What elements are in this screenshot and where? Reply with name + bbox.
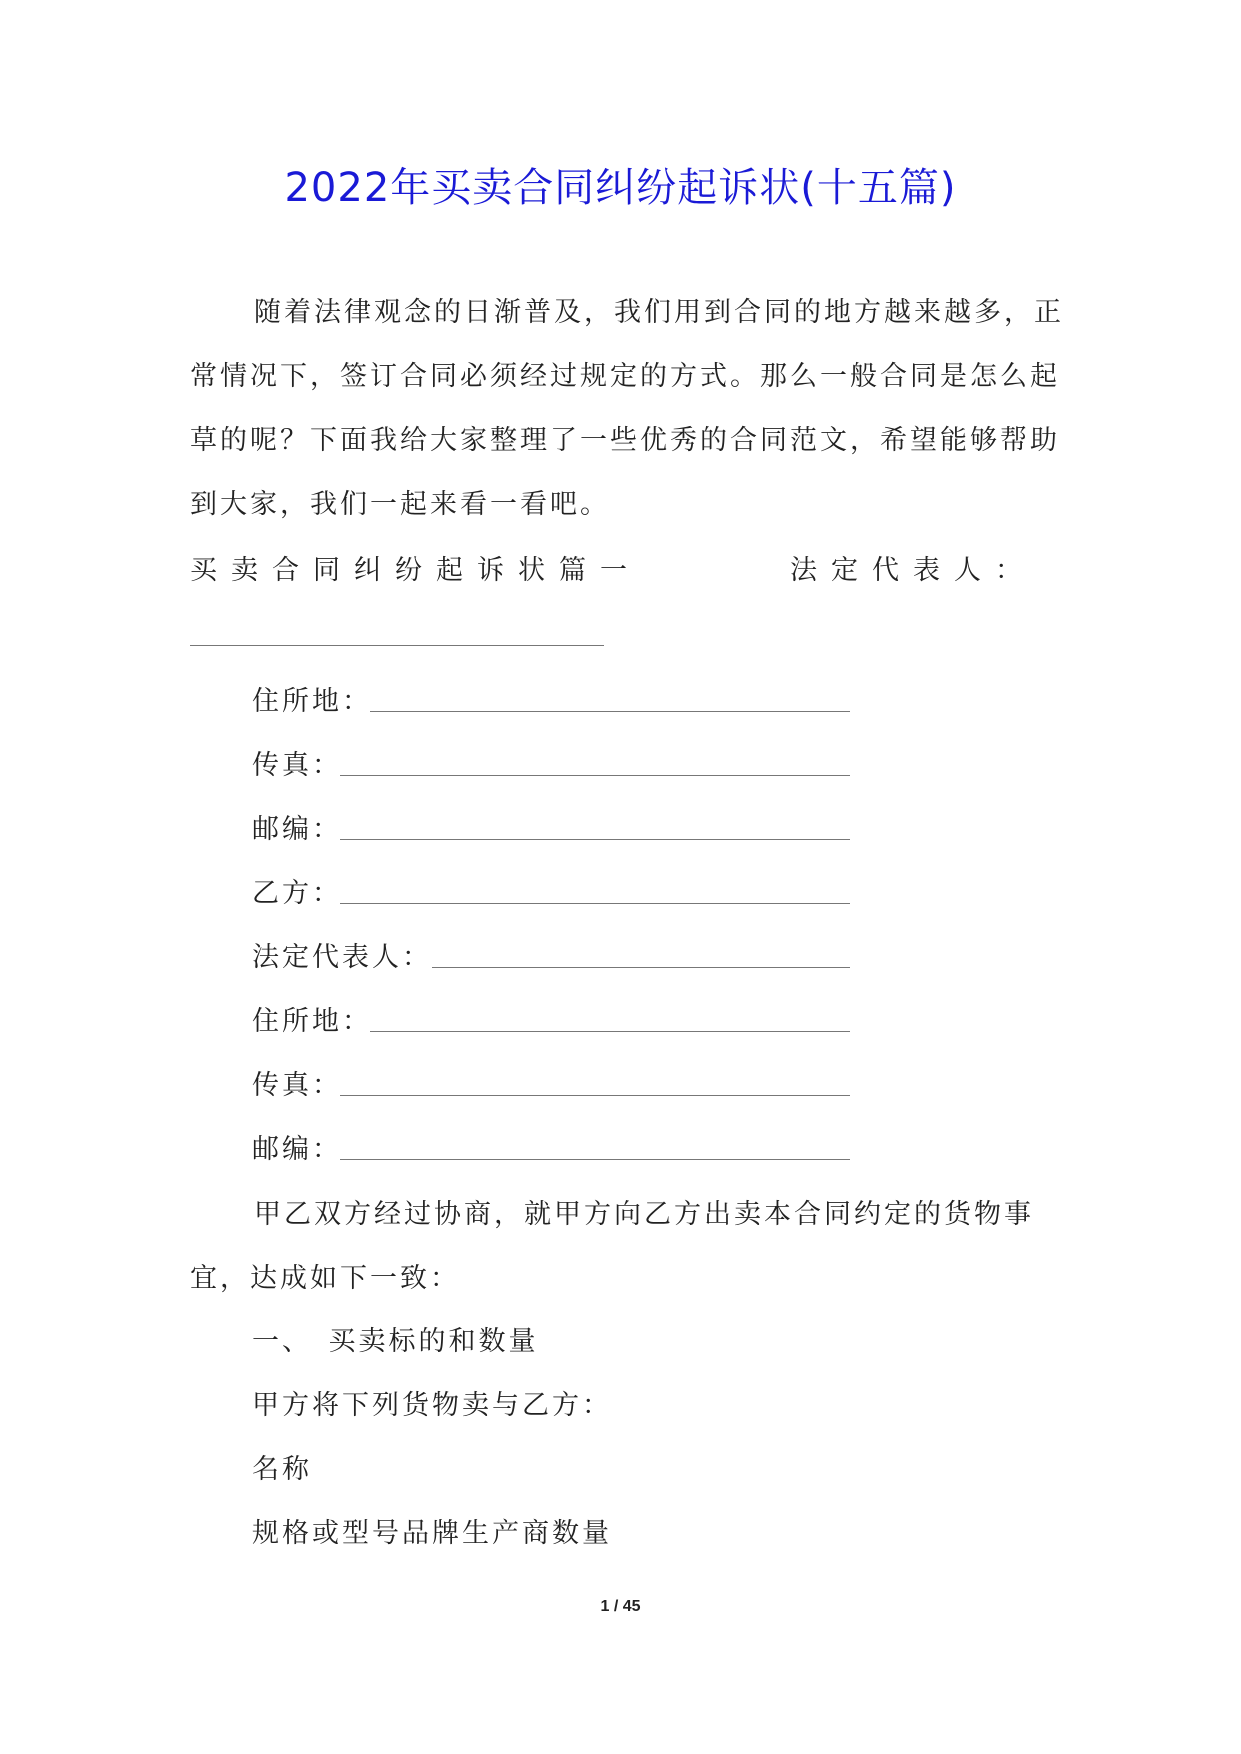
page-number: 1 / 45: [600, 1598, 641, 1615]
field-line-address-a: [370, 711, 850, 712]
field-label-postcode-a: 邮编：: [252, 814, 342, 845]
field-line-postcode-a: [340, 839, 850, 840]
field-line-legal-rep-b: [432, 967, 850, 968]
field-label-legal-rep-b: 法定代表人：: [252, 942, 432, 973]
section-heading: 买卖合同纠纷起诉状篇一: [190, 555, 641, 586]
field-label-address-a: 住所地：: [252, 686, 372, 717]
agreement-paragraph: 甲乙双方经过协商，就甲方向乙方出卖本合同约定的货物事宜，达成如下一致：: [190, 1199, 1034, 1294]
sell-line: 甲方将下列货物卖与乙方：: [252, 1390, 612, 1421]
field-line-postcode-b: [340, 1159, 850, 1160]
field-line-address-b: [370, 1031, 850, 1032]
field-label-postcode-b: 邮编：: [252, 1134, 342, 1165]
name-label: 名称: [252, 1454, 312, 1485]
field-label-fax-b: 传真：: [252, 1070, 342, 1101]
document-title: 2022年买卖合同纠纷起诉状(十五篇): [284, 165, 957, 211]
field-label-party-b: 乙方：: [252, 878, 342, 909]
spec-line: 规格或型号品牌生产商数量: [252, 1518, 612, 1549]
field-line-party-b: [340, 903, 850, 904]
field-label-address-b: 住所地：: [252, 1006, 372, 1037]
field-line-fax-b: [340, 1095, 850, 1096]
legal-rep-label: 法定代表人：: [790, 555, 1036, 586]
field-line-fax-a: [340, 775, 850, 776]
legal-rep-blank-line: [190, 645, 604, 646]
intro-paragraph: 随着法律观念的日渐普及，我们用到合同的地方越来越多，正常情况下，签订合同必须经过规定的方式。那么一般合同是怎么起草的呢？下面我给大家整理了一些优秀的合同范文，希望能够帮助到大家，我们一起来看一看吧。: [190, 297, 1064, 520]
clause-heading: 一、 买卖标的和数量: [252, 1326, 539, 1357]
field-label-fax-a: 传真：: [252, 750, 342, 781]
